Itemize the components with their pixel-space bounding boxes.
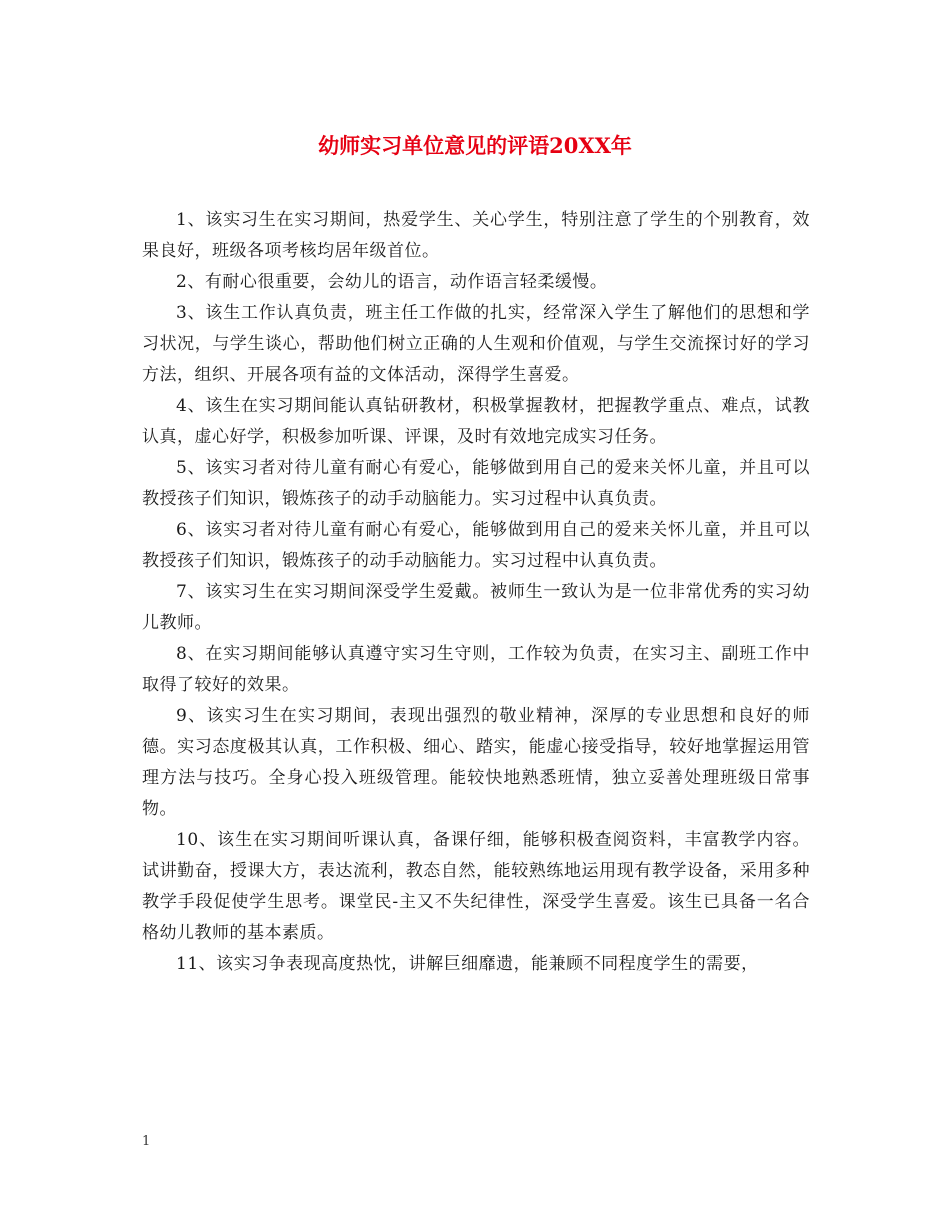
paragraph-4: 4、该生在实习期间能认真钻研教材，积极掌握教材，把握教学重点、难点，试教认真，虚心好学，积极参加听课、评课，及时有效地完成实习任务。 [142,396,810,447]
paragraph-9: 9、该实习生在实习期间，表现出强烈的敬业精神，深厚的专业思想和良好的师德。实习态度极其认真，工作积极、细心、踏实，能虚心接受指导，较好地掌握运用管理方法与技巧。全身心投入班级管理。能较快地熟悉班情，独立妥善处理班级日常事物。 [142,706,810,819]
paragraph-3: 3、该生工作认真负责，班主任工作做的扎实，经常深入学生了解他们的思想和学习状况，与学生谈心，帮助他们树立正确的人生观和价值观，与学生交流探讨好的学习方法，组织、开展各项有益的文体活动，深得学生喜爱。 [142,303,810,385]
document-title: 幼师实习单位意见的评语20XX年 [318,133,632,158]
paragraph-5: 5、该实习者对待儿童有耐心有爱心，能够做到用自己的爱来关怀儿童，并且可以教授孩子们知识，锻炼孩子的动手动脑能力。实习过程中认真负责。 [142,458,810,509]
paragraph-7: 7、该实习生在实习期间深受学生爱戴。被师生一致认为是一位非常优秀的实习幼儿教师。 [142,582,810,633]
paragraph-8: 8、在实习期间能够认真遵守实习生守则，工作较为负责，在实习主、副班工作中取得了较好的效果。 [142,644,810,695]
page-number: 1 [142,1134,151,1149]
paragraph-11: 11、该实习争表现高度热忱，讲解巨细靡遗，能兼顾不同程度学生的需要， [176,954,759,974]
document-body [142,205,810,980]
paragraph-1: 1、该实习生在实习期间，热爱学生、关心学生，特别注意了学生的个别教育，效果良好，班级各项考核均居年级首位。 [142,210,810,261]
paragraph-6: 6、该实习者对待儿童有耐心有爱心，能够做到用自己的爱来关怀儿童，并且可以教授孩子们知识，锻炼孩子的动手动脑能力。实习过程中认真负责。 [142,520,810,571]
paragraph-2: 2、有耐心很重要，会幼儿的语言，动作语言轻柔缓慢。 [176,272,608,292]
paragraph-10: 10、该生在实习期间听课认真，备课仔细，能够积极查阅资料，丰富教学内容。试讲勤奋，授课大方，表达流利，教态自然，能较熟练地运用现有教学设备，采用多种教学手段促使学生思考。课堂民-主又不失纪律性，深受学生喜爱。该生已具备一名合格幼儿教师的基本素质。 [142,830,810,943]
